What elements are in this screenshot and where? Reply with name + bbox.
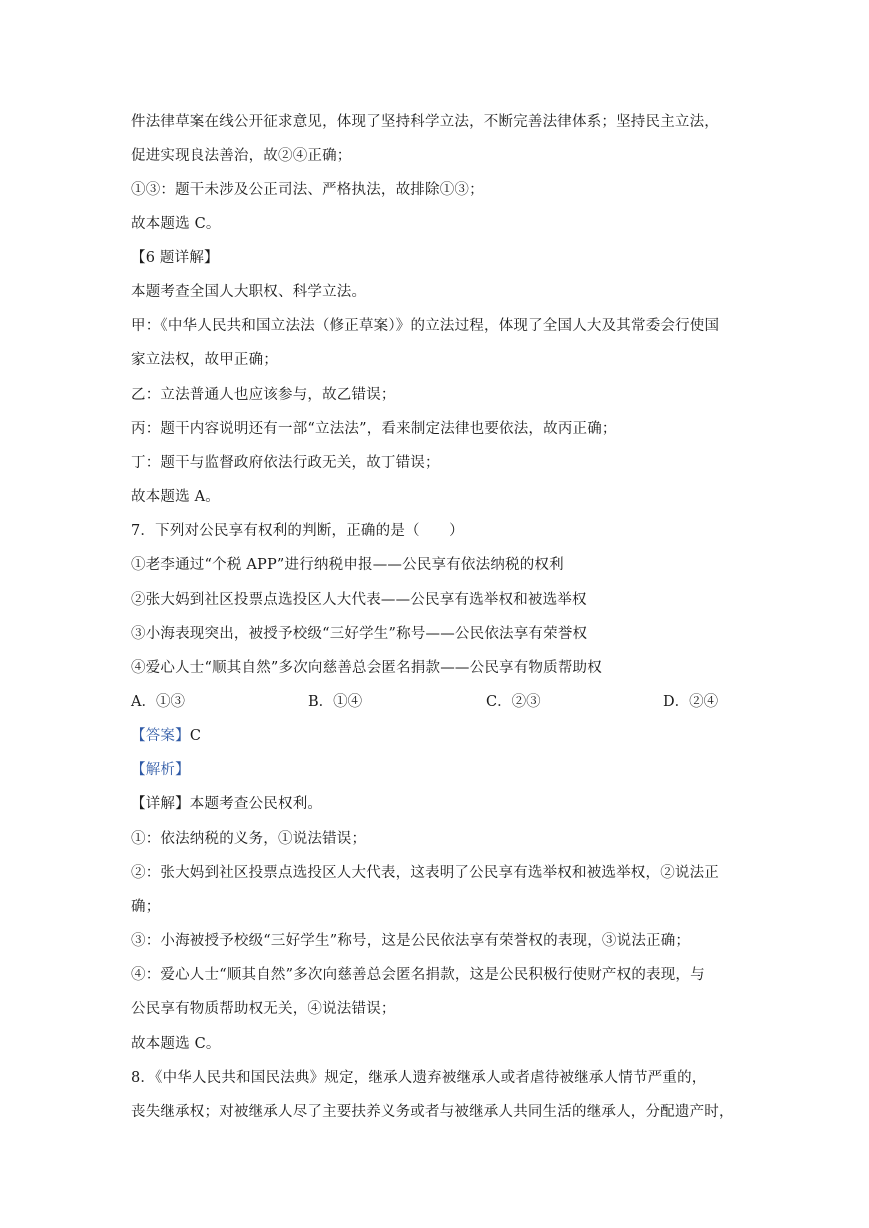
text-line: 家立法权，故甲正确；: [131, 352, 278, 368]
text-line: 【详解】本题考查公民权利。: [131, 796, 323, 812]
answer-label: 【答案】: [131, 728, 190, 744]
text-line: ①：依法纳税的义务，①说法错误；: [131, 831, 367, 847]
option-a: A．①③: [131, 694, 185, 710]
section-heading: 【6 题详解】: [131, 250, 219, 266]
text-line: 件法律草案在线公开征求意见，体现了坚持科学立法，不断完善法律体系；坚持民主立法，: [131, 114, 719, 130]
text-line: 乙：立法普通人也应该参与，故乙错误；: [131, 387, 396, 403]
text-line: 本题考查全国人大职权、科学立法。: [131, 284, 367, 300]
option-b: B．①④: [308, 694, 363, 710]
text-line: 丧失继承权；对被继承人尽了主要扶养义务或者与被继承人共同生活的继承人，分配遗产时，: [131, 1104, 734, 1120]
text-line: 故本题选 C。: [131, 216, 221, 232]
text-line: ②：张大妈到社区投票点选投区人大代表，这表明了公民享有选举权和被选举权，②说法正: [131, 865, 719, 881]
question-stem: 8．《中华人民共和国民法典》规定，继承人遗弃被继承人或者虐待被继承人情节严重的，: [131, 1070, 707, 1086]
analysis-label: 【解析】: [131, 762, 190, 778]
answer-value: C: [189, 728, 202, 744]
answer-line: [131, 726, 201, 746]
text-line: ③：小海被授予校级“三好学生”称号，这是公民依法享有荣誉权的表现，③说法正确；: [131, 933, 691, 949]
option-d: D．②④: [663, 694, 719, 710]
text-line: 促进实现良法善治，故②④正确；: [131, 148, 352, 164]
text-line: 丁：题干与监督政府依法行政无关，故丁错误；: [131, 455, 440, 471]
question-statement: ④爱心人士“顺其自然”多次向慈善总会匿名捐款——公民享有物质帮助权: [131, 660, 602, 676]
question-statement: ①老李通过“个税 APP”进行纳税申报——公民享有依法纳税的权利: [131, 557, 564, 573]
text-line: 丙：题干内容说明还有一部“立法法”，看来制定法律也要依法，故丙正确；: [131, 421, 617, 437]
question-stem: 7．下列对公民享有权利的判断，正确的是（ ）: [131, 523, 464, 539]
text-line: ④：爱心人士“顺其自然”多次向慈善总会匿名捐款，这是公民积极行使财产权的表现，与: [131, 967, 705, 983]
text-line: ①③：题干未涉及公正司法、严格执法，故排除①③；: [131, 182, 484, 198]
text-line: 甲：《中华人民共和国立法法（修正草案）》的立法过程，体现了全国人大及其常委会行使国: [131, 318, 720, 334]
option-c: C．②③: [486, 694, 541, 710]
text-line: 确；: [131, 899, 161, 915]
question-statement: ②张大妈到社区投票点选投区人大代表——公民享有选举权和被选举权: [131, 592, 587, 608]
question-statement: ③小海表现突出，被授予校级“三好学生”称号——公民依法享有荣誉权: [131, 626, 588, 642]
text-line: 故本题选 A。: [131, 489, 220, 505]
text-line: 公民享有物质帮助权无关，④说法错误；: [131, 1001, 396, 1017]
text-line: 故本题选 C。: [131, 1036, 221, 1052]
